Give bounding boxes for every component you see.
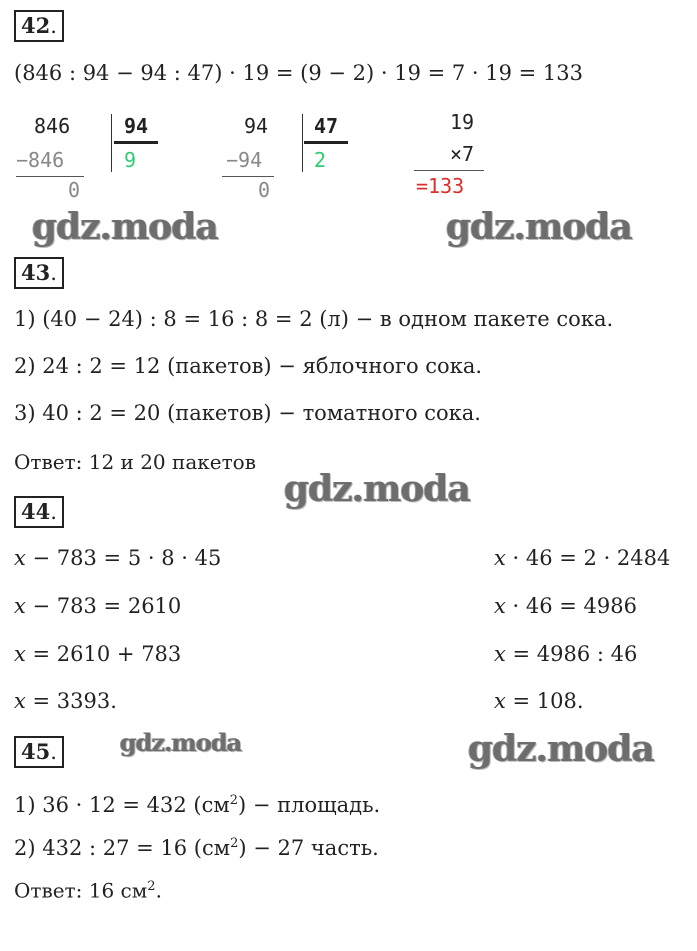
watermark-3: gdz.moda <box>284 468 470 510</box>
equation-right-3: x = 4986 : 46 <box>494 642 638 666</box>
quotient: 2 <box>314 148 327 172</box>
divisor: 47 <box>314 114 339 138</box>
solution-line-3: 3) 40 : 2 = 20 (пакетов) − томатного сока. <box>14 401 481 425</box>
subtraction-line <box>222 176 274 177</box>
division-bar <box>302 114 303 172</box>
division-bar <box>111 114 112 172</box>
dividend: 94 <box>244 114 269 138</box>
equation-left-3: x = 2610 + 783 <box>14 642 182 666</box>
remainder: 0 <box>258 178 271 202</box>
solution-line-1: 1) (40 − 24) : 8 = 16 : 8 = 2 (л) − в одном пакете сока. <box>14 307 614 331</box>
solution-line-2: 2) 432 : 27 = 16 $(см^2) - 27$ часть. <box>14 836 379 860</box>
watermark-1: gdz.moda <box>32 206 218 248</box>
divisor-underline <box>114 141 158 144</box>
expression-42: (846 : 94 − 94 : 47) · 19 = (9 − 2) · 19 = 7 · 19 = 133 <box>14 61 584 85</box>
equation-right-2: x · 46 = 4986 <box>494 594 637 618</box>
watermark-4: gdz.moda <box>120 728 242 757</box>
equation-left-1: x − 783 = 5 · 8 · 45 <box>14 546 222 570</box>
multiplication-line <box>414 170 484 171</box>
dividend: 846 <box>34 114 71 138</box>
answer-45: Ответ: 16 $см^2$. <box>14 878 162 903</box>
problem-number-44: 44. <box>14 496 64 528</box>
divisor: 94 <box>124 114 149 138</box>
equation-right-4: x = 108. <box>494 689 584 713</box>
watermark-5: gdz.moda <box>468 728 654 770</box>
subtraction-line <box>16 176 84 177</box>
problem-number-43: 43. <box>14 257 64 289</box>
subtrahend: −94 <box>226 148 263 172</box>
watermark-2: gdz.moda <box>446 206 632 248</box>
subtrahend: −846 <box>16 148 65 172</box>
solution-line-2: 2) 24 : 2 = 12 (пакетов) − яблочного сока. <box>14 354 483 378</box>
answer-43: Ответ: 12 и 20 пакетов <box>14 450 256 474</box>
factor-2: ×7 <box>450 142 475 166</box>
equation-left-4: x = 3393. <box>14 689 117 713</box>
problem-number-42: 42. <box>14 10 64 42</box>
factor-1: 19 <box>450 110 475 134</box>
equation-left-2: x − 783 = 2610 <box>14 594 182 618</box>
remainder: 0 <box>68 178 81 202</box>
problem-number-45: 45. <box>14 736 64 768</box>
equation-right-1: x · 46 = 2 · 2484 <box>494 546 671 570</box>
product: =133 <box>416 174 465 198</box>
quotient: 9 <box>124 148 137 172</box>
solution-line-1: 1) 36 · 12 = 432 $(см^2)$ − площадь. <box>14 793 381 817</box>
divisor-underline <box>304 141 348 144</box>
